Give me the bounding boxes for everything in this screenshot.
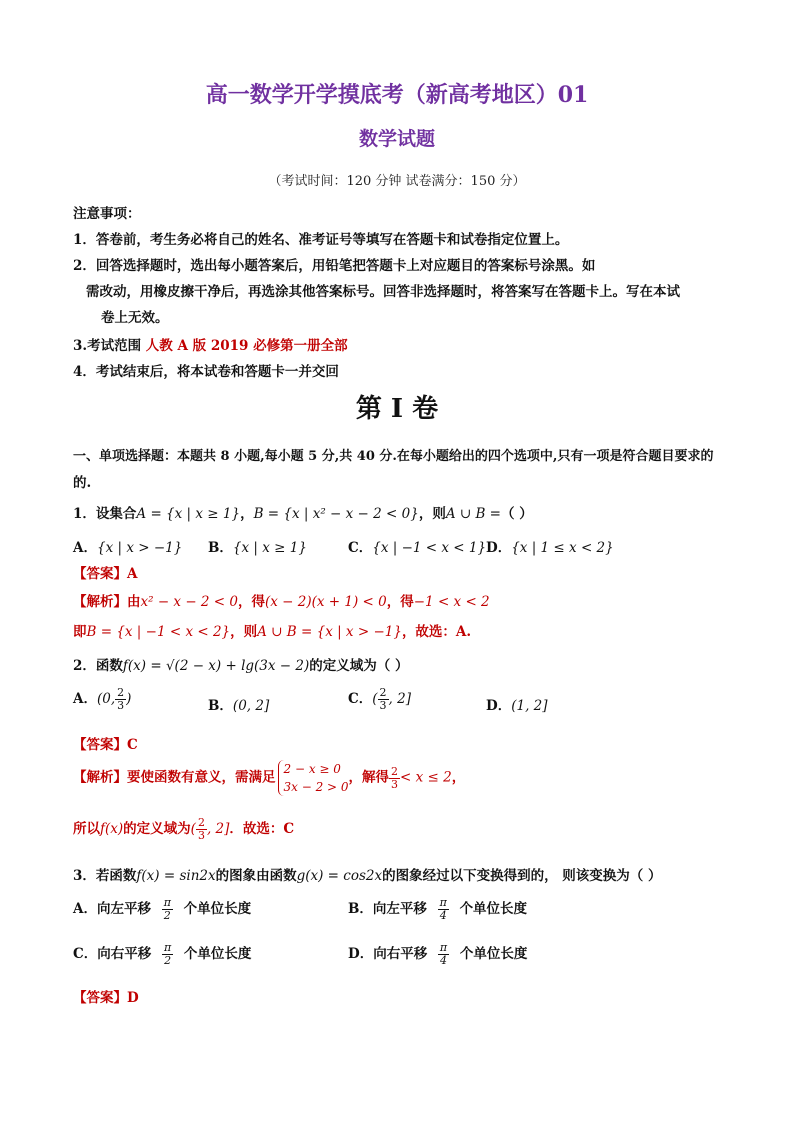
- q2-stem: [73, 654, 408, 674]
- q1-option-d-text: {x | 1 ≤ x < 2}: [511, 540, 614, 556]
- q3-stem-mid: 的图象由函数: [215, 868, 297, 884]
- q2-system-line-1: 2 − x ≥ 0: [283, 762, 341, 776]
- q2-analysis-label: 【解析】: [73, 769, 127, 786]
- main-title: 高一数学开学摸底考（新高考地区）01: [205, 82, 589, 108]
- q1-option-a-label: A．: [73, 540, 97, 556]
- q1-stem-mid: ，则: [418, 506, 446, 522]
- q2-option-c: [348, 687, 411, 712]
- q2-domain-fraction: [196, 817, 207, 841]
- q2-system-line-2: 3x − 2 > 0: [283, 780, 349, 794]
- q2-solution-rest: < x ≤ 2: [400, 769, 452, 786]
- q2-option-a-open: (0,: [96, 691, 116, 707]
- q2-analysis-line-2: [73, 817, 294, 842]
- q3-answer: 【答案】D: [73, 990, 139, 1006]
- q2-analysis-text-1: 要使函数有意义，需满足: [127, 769, 276, 786]
- q1-analysis-line-2: [73, 620, 471, 640]
- q2-analysis-text-3: ，: [451, 769, 466, 786]
- q1-analysis-line-1: [73, 590, 490, 610]
- q2-option-c-denominator: 3: [379, 699, 387, 712]
- q1-analysis-text-2: ，得: [238, 594, 265, 610]
- q3-option-a-pre: 向左平移: [96, 901, 151, 917]
- q1-analysis-label: 【解析】: [73, 594, 127, 610]
- note-2-line-2: 需改动，用橡皮擦干净后，再选涂其他答案标号。回答非选择题时，将答案写在答题卡上。写在本试: [86, 284, 680, 300]
- q3-stem-text: 3．若函数: [73, 868, 137, 884]
- q1-set-a: A = {x | x ≥ 1}: [136, 506, 241, 522]
- note-3-scope: 人教 A 版 2019 必修第一册全部: [145, 338, 348, 354]
- q2-option-b-text: (0, 2]: [232, 698, 270, 714]
- note-2-line-1: 2．回答选择题时，选出每小题答案后，用铅笔把答题卡上对应题目的答案标号涂黑。如: [73, 258, 596, 274]
- q3-stem: [73, 864, 662, 884]
- q2-option-a-close: ): [126, 691, 132, 707]
- q1-analysis-text-5: ，则: [230, 624, 258, 640]
- q3-option-b-denominator: 4: [439, 909, 447, 922]
- q3-option-b-fraction: [438, 897, 449, 921]
- q2-analysis-line-1: [73, 760, 465, 796]
- q3-option-c: [73, 942, 251, 967]
- q2-option-d: [486, 694, 548, 714]
- q3-option-d-unit: 个单位长度: [459, 946, 528, 962]
- q2-domain-open: (: [190, 821, 196, 837]
- q1-analysis-expr-2: (x − 2)(x + 1) < 0: [265, 594, 387, 610]
- q1-set-b: B = {x | x² − x − 2 < 0}: [253, 506, 419, 522]
- q2-inequality-system: [278, 760, 349, 796]
- q3-option-a-label: A．: [73, 901, 97, 917]
- q2-option-a-denominator: 3: [117, 699, 125, 712]
- q3-option-d-denominator: 4: [440, 954, 448, 967]
- q2-option-c-label: C．: [348, 691, 373, 707]
- q1-analysis-expr-3: −1 < x < 2: [413, 594, 490, 610]
- section-heading-line-2: 的.: [73, 475, 92, 491]
- q1-option-a: [73, 536, 182, 556]
- q1-analysis-text-6: ，故选：A.: [401, 624, 472, 640]
- q1-option-b-text: {x | x ≥ 1}: [232, 540, 307, 556]
- q1-paren: （ ）: [501, 506, 533, 522]
- q2-option-d-label: D．: [486, 698, 512, 714]
- q3-option-c-pre: 向右平移: [97, 946, 152, 962]
- q1-option-b: [208, 536, 307, 556]
- q2-domain-numerator: 2: [197, 816, 205, 830]
- q2-analysis-text-5: 的定义域为: [123, 821, 191, 837]
- notes-heading: 注意事项：: [73, 206, 141, 222]
- q2-analysis-text-6: ．故选：C: [229, 821, 295, 837]
- q1-option-a-text: {x | x > −1}: [96, 540, 183, 556]
- q2-option-b: [208, 694, 269, 714]
- q2-option-c-close: , 2]: [388, 691, 411, 707]
- exam-info: （考试时间：120 分钟 试卷满分：150 分）: [268, 174, 526, 189]
- sub-title: 数学试题: [358, 128, 435, 150]
- q3-function-f: f(x) = sin2x: [136, 868, 216, 884]
- q1-analysis-text-4: 即: [73, 624, 87, 640]
- q2-solution-denominator: 3: [391, 777, 399, 791]
- q2-option-c-fraction: [378, 687, 389, 711]
- q2-stem-text: 2．函数: [73, 658, 123, 674]
- q3-option-a: [73, 897, 251, 922]
- q2-function: f(x) = √(2 − x) + lg(3x − 2): [122, 658, 310, 674]
- q3-option-a-unit: 个单位长度: [183, 901, 252, 917]
- q2-answer: 【答案】C: [73, 737, 138, 753]
- q2-analysis-text-2: ，解得: [348, 769, 390, 786]
- q3-option-c-numerator: π: [163, 941, 172, 955]
- q3-option-b-numerator: π: [439, 896, 447, 910]
- q3-option-b-label: B．: [348, 901, 373, 917]
- q1-option-c: [348, 536, 486, 556]
- q1-analysis-expr-1: x² − x − 2 < 0: [140, 594, 238, 610]
- note-3: [73, 334, 348, 354]
- q2-analysis-text-4: 所以: [73, 821, 100, 837]
- q3-option-b-unit: 个单位长度: [459, 901, 528, 917]
- note-2-line-3: 卷上无效。: [101, 310, 169, 326]
- note-1: 1．答卷前，考生务必将自己的姓名、准考证号等填写在答题卡和试卷指定位置上。: [73, 232, 569, 248]
- q1-stem-text: 1．设集合: [73, 506, 137, 522]
- volume-title: 第 I 卷: [355, 394, 439, 424]
- q3-option-d-fraction: [438, 942, 449, 966]
- q2-solution-fraction: [389, 766, 400, 790]
- q3-option-b-pre: 向左平移: [372, 901, 427, 917]
- q3-option-a-denominator: 2: [163, 909, 171, 922]
- q1-analysis-text-1: 由: [127, 594, 141, 610]
- section-heading-line-1: 一、单项选择题：本题共 8 小题,每小题 5 分,共 40 分.在每小题给出的四个选项中,只有一项是符合题目要求的: [73, 449, 714, 464]
- q3-stem-end: 的图象经过以下变换得到的， 则该变换为（ ）: [382, 868, 662, 884]
- q1-analysis-text-3: ，得: [386, 594, 414, 610]
- q1-expr: A ∪ B =: [445, 506, 501, 522]
- q2-stem-end: 的定义域为（ ）: [309, 658, 409, 674]
- q1-option-c-label: C．: [348, 540, 373, 556]
- q1-analysis-expr-5: A ∪ B = {x | x > −1}: [257, 624, 402, 640]
- q1-comma: ，: [240, 506, 254, 522]
- note-3-label: 3.考试范围: [73, 338, 146, 354]
- q3-option-d: [348, 942, 527, 967]
- q1-answer: 【答案】A: [73, 566, 138, 582]
- q2-option-d-text: (1, 2]: [511, 698, 548, 714]
- q2-solution-numerator: 2: [391, 764, 399, 778]
- q3-function-g: g(x) = cos2x: [296, 868, 383, 884]
- q1-option-d: [486, 536, 614, 556]
- q3-option-c-denominator: 2: [164, 954, 172, 967]
- q3-option-c-unit: 个单位长度: [183, 946, 252, 962]
- q2-option-a: [73, 687, 131, 712]
- q1-option-b-label: B．: [208, 540, 233, 556]
- q3-option-c-label: C．: [73, 946, 98, 962]
- q1-analysis-expr-4: B = {x | −1 < x < 2}: [86, 624, 231, 640]
- q2-option-c-open: (: [372, 691, 378, 707]
- q1-option-d-label: D．: [486, 540, 512, 556]
- q3-option-a-numerator: π: [163, 896, 171, 910]
- q1-option-c-text: {x | −1 < x < 1}: [372, 540, 487, 556]
- q2-option-a-fraction: [115, 687, 126, 711]
- q2-analysis-f: f(x): [100, 821, 124, 837]
- q2-option-c-numerator: 2: [379, 686, 387, 700]
- q2-domain-close: , 2]: [206, 821, 230, 837]
- q2-option-a-label: A．: [73, 691, 97, 707]
- q3-option-d-label: D．: [348, 946, 374, 962]
- q2-domain-denominator: 3: [197, 829, 205, 842]
- q2-option-a-numerator: 2: [117, 686, 125, 700]
- q3-option-d-numerator: π: [439, 941, 448, 955]
- note-4: 4．考试结束后，将本试卷和答题卡一并交回: [73, 364, 339, 380]
- q3-option-b: [348, 897, 527, 922]
- q3-option-a-fraction: [162, 897, 173, 921]
- q3-option-c-fraction: [162, 942, 173, 966]
- q3-option-d-pre: 向右平移: [373, 946, 428, 962]
- q2-option-b-label: B．: [208, 698, 233, 714]
- q1-stem: [73, 502, 533, 522]
